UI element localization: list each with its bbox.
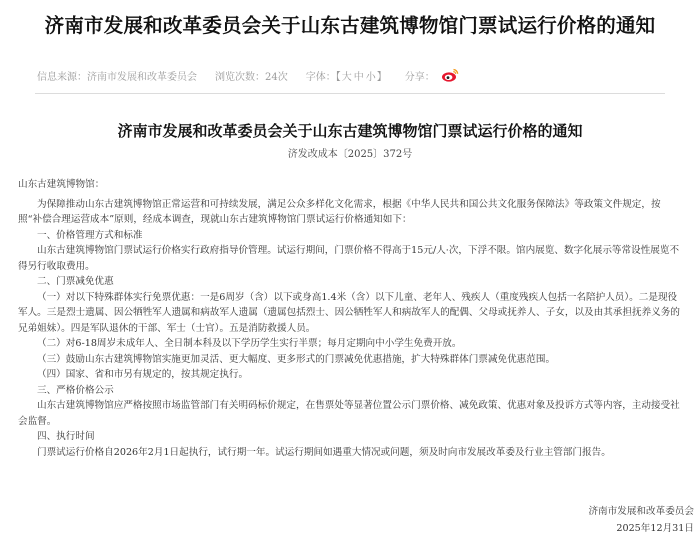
weibo-icon[interactable]: [441, 68, 459, 82]
section-4-heading: 四、执行时间: [37, 431, 95, 442]
meta-bar: [37, 68, 663, 82]
font-size-bracket: 】: [376, 71, 387, 83]
section-3-heading: 三、严格价格公示: [37, 384, 114, 396]
font-size-label: 字体：【: [305, 71, 341, 83]
font-small-link[interactable]: 小: [365, 71, 376, 83]
section-2-item-2: （二）对6-18周岁未成年人、全日制本科及以下学历学生实行半票；每月定期向中小学生免费开放。: [37, 338, 462, 349]
document-body: [18, 177, 682, 460]
section-1-heading: 一、价格管理方式和标准: [37, 229, 143, 241]
salutation: 山东古建筑博物馆：: [18, 179, 105, 190]
section-2-item-4: （四）国家、省和市另有规定的，按其规定执行。: [37, 369, 249, 380]
section-2-item-3: （三）鼓励山东古建筑博物馆实施更加灵活、更大幅度、更多形式的门票减免优惠措施，扩大特殊群体门票减免优惠范围。: [37, 353, 556, 365]
section-2-heading: 二、门票减免优惠: [37, 276, 114, 287]
section-2-item-1: （一）对以下特殊群体实行免票优惠：一是6周岁（含）以下或身高1.4米（含）以下儿童、老年人、残疾人（重度残疾人包括一名陪护人员）。二是现役军人。三是烈士遗属、因公牺牲军人遗属和病故军人遗属（遗属包括烈士、因公牺牲军人和病故军人的配偶、父母或抚养人、子女，以及由其承担抚养义务的兄弟姐妹）。四是军队退休的干部、军士（士官）。五是消防救援人员。: [18, 291, 680, 334]
section-3-text: 山东古建筑博物馆应严格按照市场监管部门有关明码标价规定，在售票处等显著位置公示门票价格、减免政策、优惠对象及投诉方式等内容，主动接受社会监督。: [18, 400, 680, 427]
signature-date: 2025年12月31日: [616, 523, 694, 534]
intro-paragraph: 为保障推动山东古建筑博物馆正常运营和可持续发展，满足公众多样化文化需求，根据《中华人民共和国公共文化服务保障法》等政策文件规定，按照“补偿合理运营成本”原则，经成本调查，现就山东古建筑博物馆门票试运行价格通知如下：: [18, 198, 661, 225]
section-4-text: 门票试运行价格自2026年2月1日起执行，试行期一年。试运行期间如遇重大情况或问题，须及时向市发展改革委及行业主管部门报告。: [37, 446, 611, 458]
info-source: 信息来源：济南市发展和改革委员会: [37, 71, 197, 83]
view-count: 浏览次数：24次: [215, 71, 288, 83]
page-title: 济南市发展和改革委员会关于山东古建筑博物馆门票试运行价格的通知: [44, 14, 656, 37]
document-number: 济发改成本〔2025〕372号: [287, 149, 413, 160]
font-medium-link[interactable]: 中: [353, 71, 364, 83]
document-title: 济南市发展和改革委员会关于山东古建筑博物馆门票试运行价格的通知: [117, 122, 583, 140]
signature-organization: 济南市发展和改革委员会: [588, 506, 694, 517]
divider: [35, 93, 665, 94]
section-1-text: 山东古建筑博物馆门票试运行价格实行政府指导价管理。试运行期间，门票价格不得高于15元/人·次，下浮不限。馆内展览、数字化展示等常设性展览不得另行收取费用。: [18, 245, 680, 272]
share-label: 分享：: [404, 71, 435, 83]
font-large-link[interactable]: 大: [341, 71, 352, 83]
